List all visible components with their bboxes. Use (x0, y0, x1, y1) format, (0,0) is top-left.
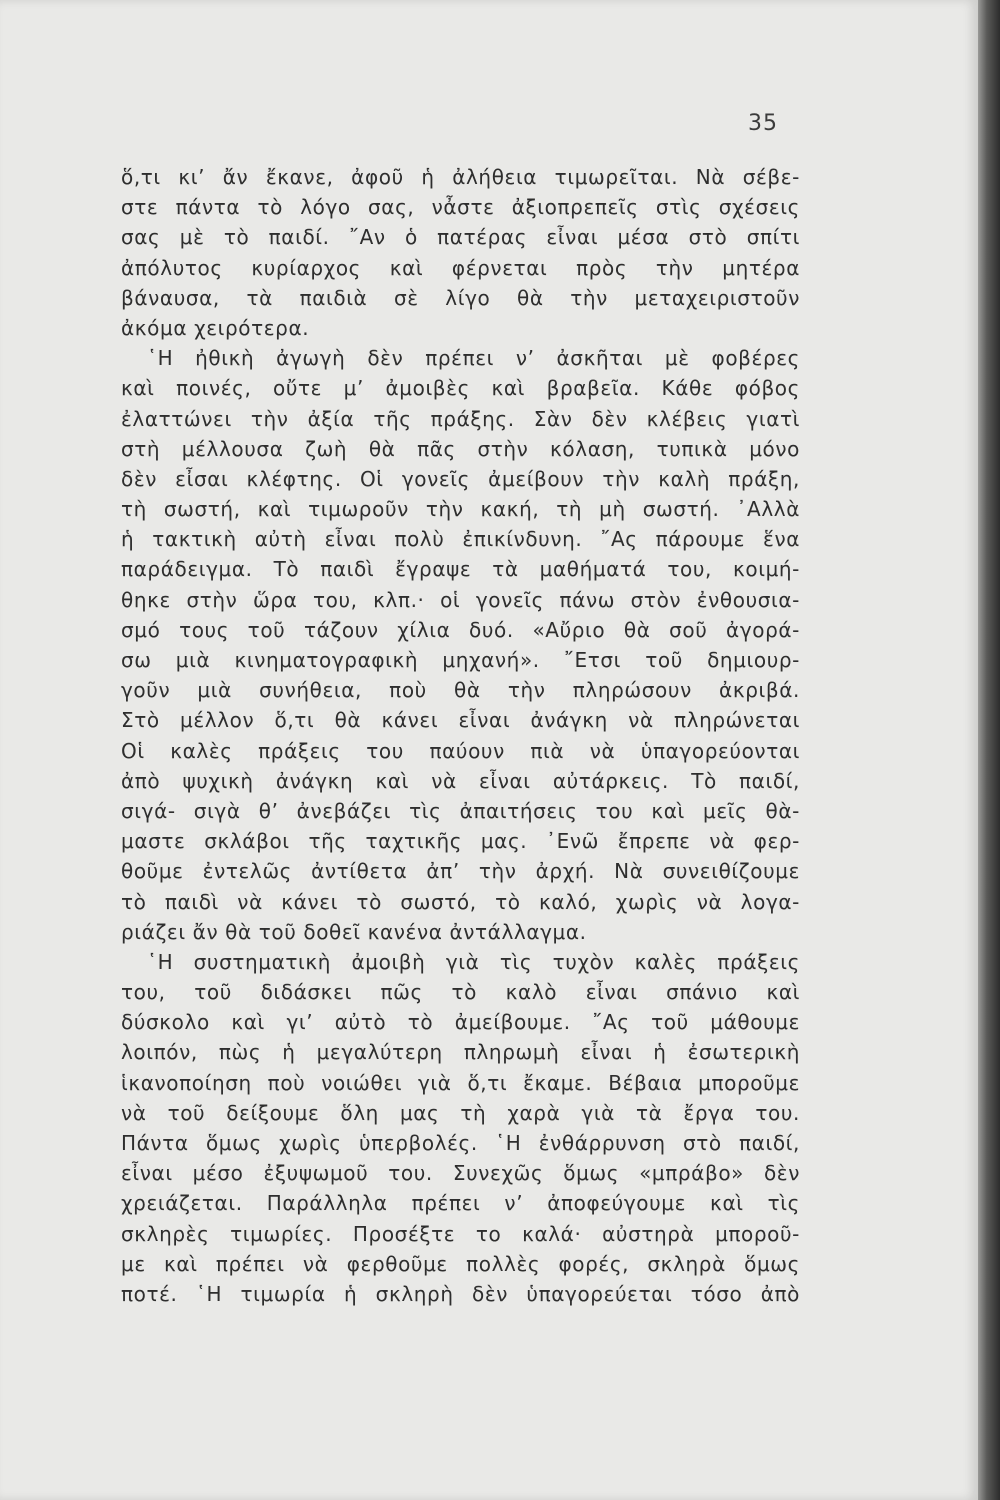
page-number: 35 (748, 111, 778, 136)
text-line: μαστε σκλάβοι τῆς ταχτικῆς μας. ᾿Ενῶ ἔπρεπε νὰ φερ- (121, 829, 800, 854)
text-line: καὶ ποινές, οὔτε μ’ ἀμοιβὲς καὶ βραβεῖα. Κάθε φόβος (121, 376, 800, 401)
text-line: Πάντα ὅμως χωρὶς ὑπερβολές. ῾Η ἐνθάρρυνση στὸ παιδί, (121, 1131, 800, 1155)
text-line: σμό τους τοῦ τάζουν χίλια δυό. «Αὔριο θὰ σοῦ ἀγορά- (121, 617, 800, 642)
text-line: βάναυσα, τὰ παιδιὰ σὲ λίγο θὰ τὴν μεταχειριστοῦν (121, 285, 800, 310)
page-edge-shadow (978, 0, 1000, 1500)
text-line: θοῦμε ἐντελῶς ἀντίθετα ἀπ’ τὴν ἀρχή. Νὰ συνειθίζουμε (121, 859, 800, 884)
text-line: ῾Η συστηματικὴ ἀμοιβὴ γιὰ τὶς τυχὸν καλὲς πράξεις (147, 949, 800, 974)
text-line: σω μιὰ κινηματογραφικὴ μηχανή». ῎Ετσι τοῦ δημιουρ- (121, 648, 800, 672)
text-line: θηκε στὴν ὥρα του, κλπ.· οἱ γονεῖς πάνω στὸν ἐνθουσια- (121, 587, 800, 612)
text-line: Στὸ μέλλον ὅ,τι θὰ κάνει εἶναι ἀνάγκη νὰ πληρώνεται (121, 708, 800, 733)
text-line: παράδειγμα. Τὸ παιδὶ ἔγραψε τὰ μαθήματά του, κοιμή- (121, 557, 800, 582)
text-line: ἱκανοποίηση ποὺ νοιώθει γιὰ ὅ,τι ἔκαμε. Βέβαια μποροῦμε (121, 1070, 800, 1095)
text-line: του, τοῦ διδάσκει πῶς τὸ καλὸ εἶναι σπάνιο καὶ (121, 980, 800, 1005)
text-line: ἀπόλυτος κυρίαρχος καὶ φέρνεται πρὸς τὴν μητέρα (121, 255, 800, 280)
text-line: ἀκόμα χειρότερα. (121, 315, 310, 340)
text-line: ριάζει ἄν θὰ τοῦ δοθεῖ κανένα ἀντάλλαγμα. (121, 919, 587, 944)
text-line: ποτέ. ῾Η τιμωρία ἡ σκληρὴ δὲν ὑπαγορεύεται τόσο ἀπὸ (121, 1281, 800, 1306)
text-line: Οἱ καλὲς πράξεις του παύουν πιὰ νὰ ὑπαγορεύονται (121, 738, 800, 763)
text-line: δὲν εἶσαι κλέφτης. Οἱ γονεῖς ἀμείβουν τὴν καλὴ πράξη, (121, 466, 800, 491)
text-line: σκληρὲς τιμωρίες. Προσέξτε το καλά· αὐστηρὰ μποροῦ- (121, 1221, 800, 1246)
body-text (121, 162, 800, 1309)
text-line: λοιπόν, πὼς ἡ μεγαλύτερη πληρωμὴ εἶναι ἡ ἐσωτερικὴ (121, 1040, 800, 1065)
text-line: ἐλαττώνει τὴν ἀξία τῆς πράξης. Σὰν δὲν κλέβεις γιατὶ (121, 406, 800, 431)
text-line: δύσκολο καὶ γι’ αὐτὸ τὸ ἀμείβουμε. ῎Ας τοῦ μάθουμε (121, 1010, 800, 1035)
text-line: τὸ παιδὶ νὰ κάνει τὸ σωστό, τὸ καλό, χωρὶς νὰ λογα- (121, 889, 800, 914)
text-line: εἶναι μέσο ἐξυψωμοῦ του. Συνεχῶς ὅμως «μπράβο» δὲν (121, 1161, 800, 1186)
text-line: ἡ τακτικὴ αὐτὴ εἶναι πολὺ ἐπικίνδυνη. ῎Ας πάρουμε ἕνα (121, 527, 800, 552)
text-line: στὴ μέλλουσα ζωὴ θὰ πᾶς στὴν κόλαση, τυπικὰ μόνο (121, 436, 800, 461)
text-line: ῾Η ἠθικὴ ἀγωγὴ δὲν πρέπει ν’ ἀσκῆται μὲ φοβέρες (147, 346, 800, 371)
text-line: ἀπὸ ψυχικὴ ἀνάγκη καὶ νὰ εἶναι αὐτάρκεις. Τὸ παιδί, (121, 768, 800, 793)
text-line: σιγά- σιγὰ θ’ ἀνεβάζει τὶς ἀπαιτήσεις του καὶ μεῖς θὰ- (121, 798, 800, 823)
text-line: σας μὲ τὸ παιδί. ῎Αν ὁ πατέρας εἶναι μέσα στὸ σπίτι (121, 225, 800, 250)
text-line: με καὶ πρέπει νὰ φερθοῦμε πολλὲς φορές, σκληρὰ ὅμως (121, 1251, 800, 1276)
text-line: χρειάζεται. Παράλληλα πρέπει ν’ ἀποφεύγουμε καὶ τὶς (121, 1191, 800, 1216)
text-line: νὰ τοῦ δείξουμε ὅλη μας τὴ χαρὰ γιὰ τὰ ἔργα του. (121, 1100, 800, 1125)
text-line: στε πάντα τὸ λόγο σας, νἆστε ἀξιοπρεπεῖς στὶς σχέσεις (121, 195, 800, 220)
text-line: τὴ σωστή, καὶ τιμωροῦν τὴν κακή, τὴ μὴ σωστή. ᾿Αλλὰ (121, 497, 800, 522)
text-line: ὅ,τι κι’ ἄν ἔκανε, ἀφοῦ ἡ ἀλήθεια τιμωρεῖται. Νὰ σέβε- (121, 165, 800, 189)
text-line: γοῦν μιὰ συνήθεια, ποὺ θὰ τὴν πληρώσουν ἀκριβά. (121, 678, 800, 703)
